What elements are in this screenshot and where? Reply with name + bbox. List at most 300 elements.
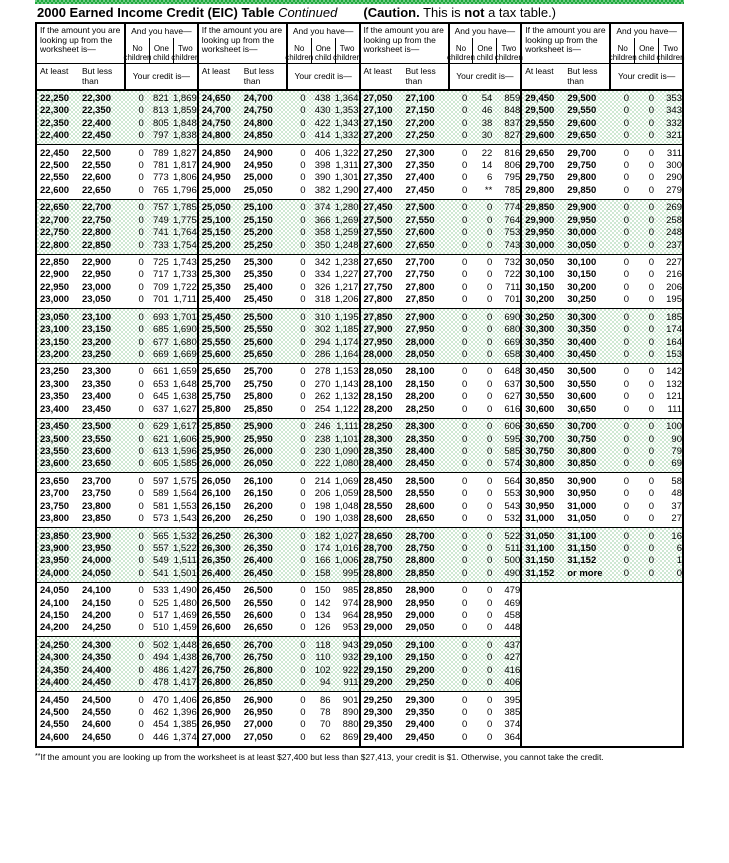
but-less-than-value: 30,450	[567, 348, 597, 360]
credit-no-children-value: 0	[462, 348, 468, 360]
at-least-value: 24,300	[40, 652, 70, 664]
at-least-value: 29,000	[363, 622, 393, 634]
at-least-value: 29,600	[525, 130, 555, 142]
credit-one-child-value: 62	[319, 731, 331, 743]
but-less-than-value: 29,850	[567, 184, 597, 196]
your-credit-is-header: Your credit is—	[132, 71, 191, 81]
credit-no-children-value: 0	[623, 555, 630, 567]
table-row	[199, 282, 359, 294]
credit-one-child-value: 0	[648, 488, 655, 500]
at-least-value: 30,450	[525, 366, 555, 378]
table-row	[37, 695, 197, 707]
data-block	[361, 692, 521, 747]
credit-one-child-value: 0	[487, 336, 493, 348]
but-less-than-value: 25,750	[243, 378, 273, 390]
credit-one-child-value: 0	[487, 239, 493, 251]
but-less-than-value: 29,950	[567, 214, 597, 226]
data-block	[361, 473, 521, 528]
table-row	[199, 349, 359, 361]
credit-two-children-value: 880	[342, 719, 359, 731]
table-row	[199, 324, 359, 336]
credit-one-child-value: 54	[481, 93, 493, 104]
table-row	[522, 257, 682, 269]
table-row	[37, 391, 197, 403]
at-least-value: 23,700	[40, 488, 70, 500]
credit-no-children-value: 0	[462, 160, 468, 172]
at-least-value: 24,600	[40, 731, 70, 743]
credit-one-child-value: 0	[487, 227, 493, 239]
credit-no-children-value: 0	[462, 147, 468, 159]
but-less-than-value: 24,850	[243, 130, 273, 142]
table-row	[361, 598, 521, 610]
but-less-than-value: 24,750	[243, 105, 273, 117]
but-less-than-value: 25,250	[243, 239, 273, 251]
amount-lookup-label: If the amount you are looking up from the worksheet is—	[37, 24, 126, 63]
at-least-value: 22,900	[40, 269, 70, 281]
credit-no-children-value: 0	[300, 105, 306, 117]
at-least-value: 30,800	[525, 458, 555, 470]
table-row	[199, 105, 359, 117]
data-block	[522, 91, 682, 146]
credit-no-children-value: 0	[623, 130, 630, 142]
table-row	[522, 202, 682, 214]
at-least-value: 28,800	[363, 567, 393, 579]
credit-no-children-value: 0	[623, 403, 630, 415]
credit-no-children-value: 0	[300, 694, 306, 706]
header-row-top	[361, 24, 521, 64]
credit-one-child-value: 0	[487, 348, 493, 360]
credit-no-children-value: 0	[300, 500, 306, 512]
at-least-value: 29,050	[363, 639, 393, 651]
credit-no-children-value: 0	[300, 336, 306, 348]
credit-two-children-value: 1,701	[172, 311, 197, 323]
at-least-value: 28,300	[363, 433, 393, 445]
credit-one-child-value: 0	[648, 227, 655, 239]
at-least-value: 31,150	[525, 555, 555, 567]
credit-one-child-value: 118	[315, 639, 331, 651]
credit-no-children-value: 0	[623, 336, 630, 348]
table-row	[199, 707, 359, 719]
one-child-header: One child	[149, 38, 173, 63]
credit-no-children-value: 0	[300, 530, 306, 542]
but-less-than-value: 26,650	[243, 622, 273, 634]
data-block	[37, 364, 197, 419]
at-least-value: 24,350	[40, 664, 70, 676]
at-least-value: 25,000	[201, 184, 231, 196]
at-least-value: 29,400	[363, 731, 393, 743]
credit-no-children-value: 0	[462, 567, 468, 579]
but-less-than-value: 28,050	[405, 348, 435, 360]
at-least-value: 23,050	[40, 311, 70, 323]
at-least-value: 25,350	[201, 281, 231, 293]
data-block	[199, 528, 359, 583]
table-row	[361, 513, 521, 525]
table-row	[361, 257, 521, 269]
credit-one-child-value: 374	[314, 202, 331, 214]
table-row	[37, 312, 197, 324]
credit-two-children-value: 543	[504, 500, 521, 512]
credit-no-children-value: 0	[623, 269, 630, 281]
credit-two-children-value: 1,469	[172, 609, 197, 621]
credit-one-child-value: 0	[648, 336, 655, 348]
at-least-value: 23,800	[40, 512, 70, 524]
table-row	[522, 282, 682, 294]
credit-two-children-value: 1,575	[172, 475, 197, 487]
table-row	[361, 202, 521, 214]
at-least-value: 23,300	[40, 378, 70, 390]
at-least-value: 25,150	[201, 227, 231, 239]
credit-two-children-value: 1,280	[334, 202, 359, 214]
credit-no-children-value: 0	[300, 403, 306, 415]
table-row	[199, 568, 359, 580]
credit-one-child-value: 414	[314, 130, 331, 142]
at-least-value: 27,400	[363, 184, 393, 196]
credit-two-children-value: 1,185	[334, 324, 359, 336]
at-least-value: 29,250	[363, 694, 393, 706]
credit-two-children-value: 174	[666, 324, 682, 336]
but-less-than-value: 26,450	[243, 567, 273, 579]
credit-one-child-value: 310	[314, 311, 331, 323]
at-least-value: 26,050	[201, 475, 231, 487]
credit-no-children-value: 0	[138, 184, 144, 196]
credit-no-children-value: 0	[138, 281, 144, 293]
credit-no-children-value: 0	[138, 348, 144, 360]
credit-one-child-value: 0	[487, 567, 493, 579]
at-least-value: 25,900	[201, 433, 231, 445]
table-row	[361, 622, 521, 634]
table-row	[361, 446, 521, 458]
credit-one-child-value: 206	[314, 488, 331, 500]
credit-one-child-value: 342	[314, 257, 331, 269]
credit-two-children-value: 753	[504, 227, 521, 239]
at-least-value: 26,200	[201, 512, 231, 524]
credit-two-children-value: 964	[342, 609, 359, 621]
at-least-value: 28,600	[363, 512, 393, 524]
table-row	[199, 118, 359, 130]
credit-one-child-value: 0	[648, 214, 655, 226]
table-row	[361, 488, 521, 500]
credit-two-children-value: 701	[504, 294, 521, 306]
table-row	[522, 446, 682, 458]
but-less-than-value: 26,400	[243, 555, 273, 567]
credit-no-children-value: 0	[300, 214, 306, 226]
table-row	[199, 543, 359, 555]
credit-no-children-value: 0	[623, 281, 630, 293]
credit-no-children-value: 0	[138, 172, 144, 184]
data-block	[199, 364, 359, 419]
credit-one-child-value: 0	[487, 677, 493, 689]
credit-two-children-value: 206	[666, 281, 682, 293]
credit-two-children-value: 1,775	[172, 214, 197, 226]
at-least-value: 25,600	[201, 348, 231, 360]
credit-one-child-value: 46	[481, 105, 493, 117]
but-less-than-value: 27,250	[405, 130, 435, 142]
but-less-than-value: 31,050	[567, 512, 597, 524]
at-least-value: 28,100	[363, 378, 393, 390]
table-row	[361, 282, 521, 294]
but-less-than-value: 29,450	[405, 731, 435, 743]
credit-no-children-value: 0	[623, 147, 630, 159]
credit-one-child-value: 470	[152, 694, 169, 706]
but-less-than-value: 29,750	[567, 160, 597, 172]
table-row	[199, 531, 359, 543]
credit-no-children-value: 0	[138, 664, 144, 676]
but-less-than-value: 30,150	[567, 269, 597, 281]
at-least-value: 29,350	[363, 719, 393, 731]
credit-no-children-value: 0	[138, 622, 144, 634]
at-least-value: 22,800	[40, 239, 70, 251]
credit-no-children-value: 0	[138, 105, 144, 117]
credit-no-children-value: 0	[138, 202, 144, 214]
credit-one-child-value: 781	[152, 160, 169, 172]
but-less-than-value: 22,800	[81, 227, 111, 239]
at-least-value: 28,250	[363, 421, 393, 433]
credit-no-children-value: 0	[623, 530, 630, 542]
but-less-than-value: 30,950	[567, 488, 597, 500]
but-less-than-value: 27,850	[405, 294, 435, 306]
credit-no-children-value: 0	[138, 130, 144, 142]
but-less-than-value: 25,150	[243, 214, 273, 226]
credit-two-children-value: 511	[505, 542, 521, 554]
but-less-than-value: 27,100	[405, 93, 435, 104]
at-least-value: 25,200	[201, 239, 231, 251]
at-least-header: At least	[525, 66, 554, 76]
credit-no-children-value: 0	[623, 105, 630, 117]
credit-one-child-value: 549	[152, 555, 169, 567]
credit-one-child-value: 773	[152, 172, 169, 184]
at-least-value: 26,650	[201, 639, 231, 651]
credit-no-children-value: 0	[462, 93, 468, 104]
table-row	[522, 421, 682, 433]
but-less-than-value: 30,400	[567, 336, 597, 348]
credit-no-children-value: 0	[462, 378, 468, 390]
credit-one-child-value: 390	[314, 172, 331, 184]
but-less-than-value: 25,950	[243, 433, 273, 445]
at-least-value: 27,450	[363, 202, 393, 214]
but-less-than-value: 30,900	[567, 475, 597, 487]
credit-no-children-value: 0	[462, 105, 468, 117]
credit-no-children-value: 0	[138, 421, 144, 433]
but-less-than-value: 24,550	[81, 706, 111, 718]
credit-one-child-value: 398	[314, 160, 331, 172]
table-row	[37, 719, 197, 731]
but-less-than-value: 23,450	[81, 403, 111, 415]
table-column-group	[522, 24, 685, 746]
at-least-value: 27,250	[363, 147, 393, 159]
credit-one-child-value: 0	[648, 117, 655, 129]
credit-two-children-value: 827	[504, 130, 521, 142]
but-less-than-value: 24,650	[81, 731, 111, 743]
but-less-than-value: 23,350	[81, 378, 111, 390]
at-least-value: 28,850	[363, 585, 393, 597]
credit-two-children-value: 1,322	[334, 147, 359, 159]
credit-one-child-value: 541	[152, 567, 169, 579]
table-row	[199, 172, 359, 184]
but-less-than-value: 25,800	[243, 391, 273, 403]
but-less-than-value: 22,500	[81, 147, 111, 159]
credit-two-children-value: 595	[504, 433, 521, 445]
credit-two-children-value: 332	[666, 117, 682, 129]
credit-no-children-value: 0	[300, 433, 306, 445]
credit-two-children-value: 1,248	[334, 239, 359, 251]
credit-no-children-value: 0	[138, 391, 144, 403]
but-less-than-value: 30,550	[567, 378, 597, 390]
but-less-than-value: 24,350	[81, 652, 111, 664]
but-less-than-value: 23,200	[81, 336, 111, 348]
credit-one-child-value: 0	[487, 597, 493, 609]
table-row	[37, 622, 197, 634]
but-less-than-value: 30,050	[567, 239, 597, 251]
credit-two-children-value: 564	[504, 475, 521, 487]
credit-two-children-value: 658	[504, 348, 521, 360]
credit-no-children-value: 0	[138, 227, 144, 239]
credit-two-children-value: 1,480	[172, 597, 197, 609]
table-row	[37, 257, 197, 269]
but-less-than-value: 28,950	[405, 597, 435, 609]
credit-one-child-value: 0	[648, 458, 655, 470]
credit-no-children-value: 0	[462, 731, 468, 743]
no-children-header: No children	[446, 44, 475, 62]
credit-two-children-value: 774	[504, 202, 521, 214]
credit-no-children-value: 0	[462, 677, 468, 689]
but-less-than-value: 26,150	[243, 488, 273, 500]
group-body	[199, 91, 359, 747]
header-row-bottom	[522, 64, 682, 89]
table-row	[199, 640, 359, 652]
credit-no-children-value: 0	[138, 731, 144, 743]
eic-table	[35, 22, 684, 748]
credit-no-children-value: 0	[462, 622, 468, 634]
table-row	[37, 458, 197, 470]
credit-one-child-value: 262	[314, 391, 331, 403]
credit-one-child-value: 685	[152, 324, 169, 336]
credit-no-children-value: 0	[138, 500, 144, 512]
at-least-value: 25,650	[201, 366, 231, 378]
data-block	[361, 145, 521, 200]
credit-two-children-value: 859	[504, 93, 521, 104]
credit-two-children-value: 943	[342, 639, 359, 651]
credit-two-children-value: 732	[504, 257, 521, 269]
at-least-value: 31,100	[525, 542, 555, 554]
credit-two-children-value: 901	[342, 694, 359, 706]
at-least-value: 26,450	[201, 585, 231, 597]
at-least-value: 26,000	[201, 458, 231, 470]
credit-one-child-value: 406	[314, 147, 331, 159]
credit-one-child-value: 0	[487, 391, 493, 403]
but-less-than-value: 23,850	[81, 512, 111, 524]
data-block	[199, 309, 359, 364]
one-child-header: One child	[634, 38, 658, 63]
credit-two-children-value: 1,501	[172, 567, 197, 579]
at-least-value: 31,152	[525, 567, 555, 579]
table-row	[522, 294, 682, 306]
no-children-header: No children	[608, 44, 637, 62]
credit-two-children-value: 1,438	[172, 652, 197, 664]
at-least-value: 28,650	[363, 530, 393, 542]
credit-two-children-value: 321	[666, 130, 682, 142]
credit-two-children-value: 1,680	[172, 336, 197, 348]
credit-no-children-value: 0	[462, 664, 468, 676]
data-block	[37, 309, 197, 364]
credit-no-children-value: 0	[138, 366, 144, 378]
table-row	[522, 404, 682, 416]
table-row	[37, 585, 197, 597]
credit-two-children-value: 353	[666, 93, 682, 104]
credit-two-children-value: 1,143	[334, 378, 359, 390]
credit-one-child-value: 14	[481, 160, 493, 172]
table-row	[37, 215, 197, 227]
credit-two-children-value: 6	[676, 542, 682, 554]
credit-two-children-value: 932	[342, 652, 359, 664]
credit-two-children-value: 1,417	[172, 677, 197, 689]
but-less-than-value: 31,150	[567, 542, 597, 554]
table-row	[37, 446, 197, 458]
data-block	[361, 200, 521, 255]
table-row	[361, 366, 521, 378]
table-row	[522, 434, 682, 446]
data-block	[37, 145, 197, 200]
credit-no-children-value: 0	[138, 214, 144, 226]
table-row	[522, 366, 682, 378]
table-row	[361, 652, 521, 664]
table-row	[522, 269, 682, 281]
credit-two-children-value: 374	[504, 719, 521, 731]
table-column-group	[361, 24, 523, 746]
table-row	[199, 130, 359, 142]
header-row-bottom	[361, 64, 521, 89]
credit-one-child-value: 86	[319, 694, 331, 706]
credit-two-children-value: 1,848	[172, 117, 197, 129]
credit-one-child-value: 0	[648, 311, 655, 323]
but-less-than-value: 23,300	[81, 366, 111, 378]
credit-no-children-value: 0	[623, 458, 630, 470]
at-least-value: 29,100	[363, 652, 393, 664]
but-less-than-value: 29,900	[567, 202, 597, 214]
at-least-value: 23,000	[40, 294, 70, 306]
table-row	[199, 160, 359, 172]
but-less-than-value: 30,700	[567, 421, 597, 433]
credit-no-children-value: 0	[300, 391, 306, 403]
credit-two-children-value: 1,532	[172, 530, 197, 542]
table-row	[199, 652, 359, 664]
credit-one-child-value: 565	[152, 530, 169, 542]
credit-no-children-value: 0	[138, 458, 144, 470]
footnote	[35, 752, 715, 762]
header-row-top	[199, 24, 362, 64]
at-least-value: 27,700	[363, 269, 393, 281]
credit-two-children-value: 153	[666, 348, 682, 360]
credit-two-children-value: 1,048	[334, 500, 359, 512]
but-less-than-value: 28,500	[405, 475, 435, 487]
credit-no-children-value: 0	[623, 214, 630, 226]
at-least-value: 30,200	[525, 294, 555, 306]
credit-one-child-value: 805	[152, 117, 169, 129]
credit-one-child-value: 0	[487, 202, 493, 214]
credit-one-child-value: 0	[487, 585, 493, 597]
table-row	[522, 337, 682, 349]
credit-no-children-value: 0	[623, 500, 630, 512]
credit-one-child-value: 693	[152, 311, 169, 323]
at-least-value: 24,250	[40, 639, 70, 651]
credit-no-children-value: 0	[300, 731, 306, 743]
and-you-have-section	[123, 24, 200, 63]
credit-one-child-value: 0	[648, 433, 655, 445]
but-less-than-value: 29,100	[405, 639, 435, 651]
but-less-than-value: 28,600	[405, 500, 435, 512]
at-least-value: 24,100	[40, 597, 70, 609]
credit-one-child-value: 613	[152, 445, 169, 457]
but-less-than-value: 26,550	[243, 597, 273, 609]
